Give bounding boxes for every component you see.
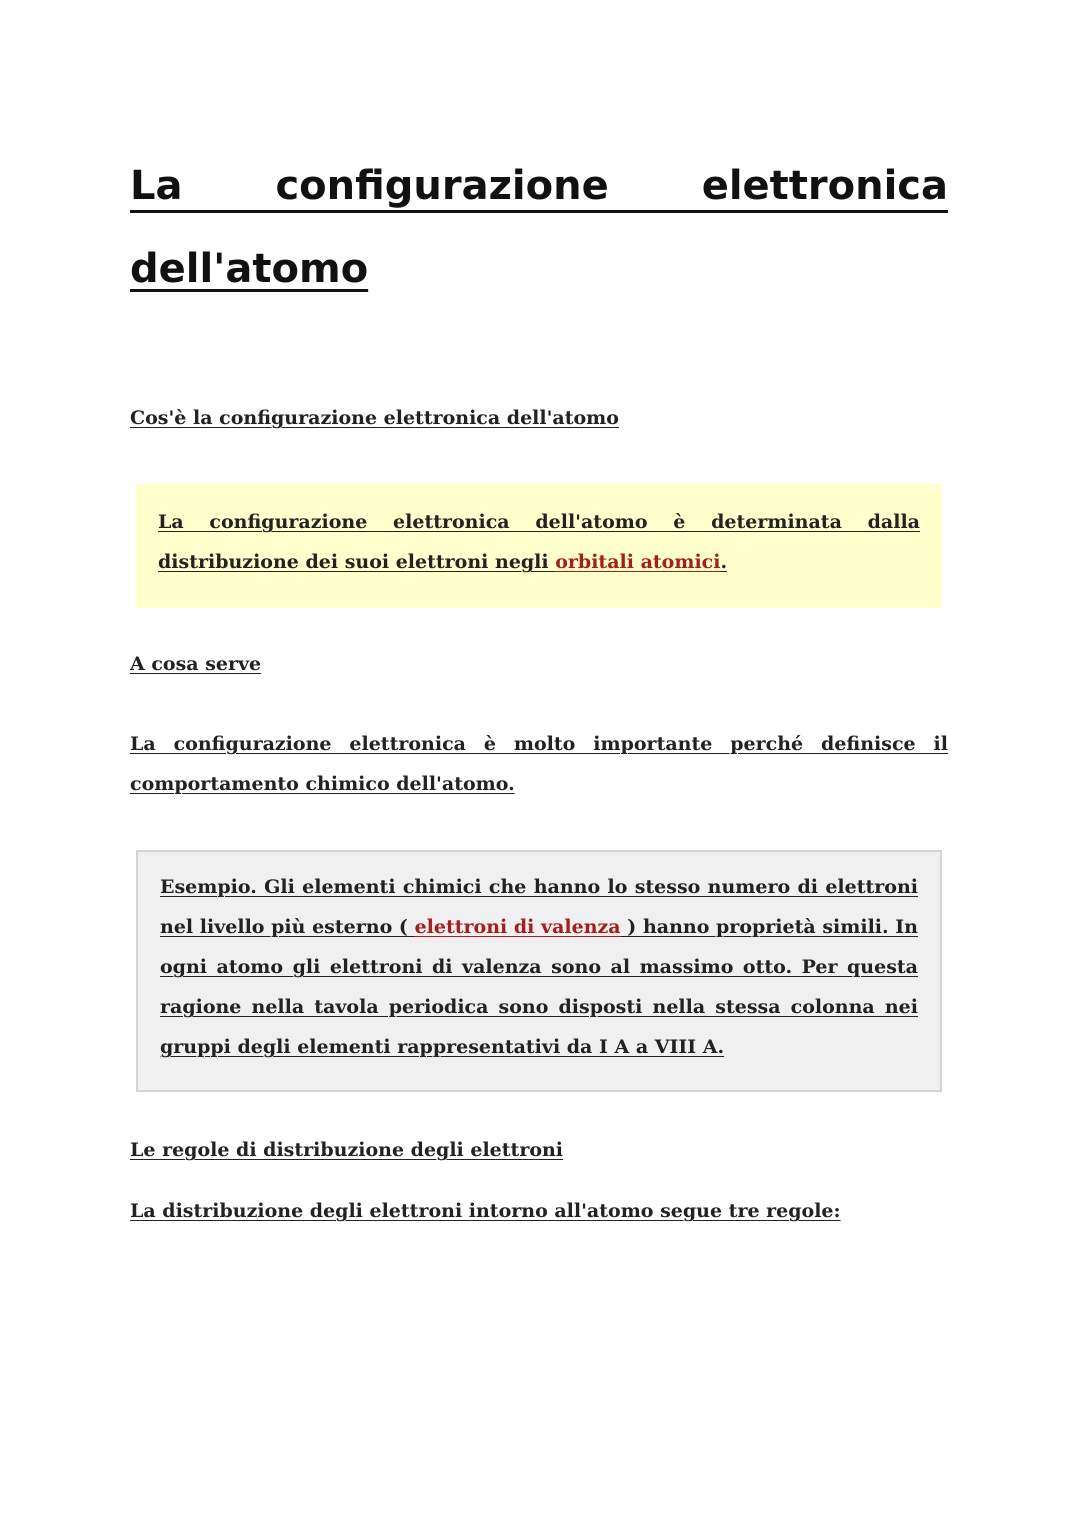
title-word-configurazione: configurazione xyxy=(275,163,609,209)
title-line-2: dell'atomo xyxy=(130,246,369,292)
section-heading-a-cosa-serve: A cosa serve xyxy=(130,653,262,675)
title-word-elettronica: elettronica xyxy=(701,163,948,209)
example-text: Esempio. Gli elementi chimici che hanno lo stesso numero di elettroni nel livello più esterno ( elettroni di valenza ) hanno proprietà simili. In ogni atomo gli elettroni di valenza sono al massimo otto. Per questa ragione nella tavola periodica sono disposti nella stessa colonna nei gruppi degli elementi rappresentativi da I A a VIII A. xyxy=(160,876,918,1058)
title-word-la: La xyxy=(130,163,183,209)
page-title xyxy=(130,145,948,311)
example-box xyxy=(136,850,942,1092)
rules-intro: La distribuzione degli elettroni intorno all'atomo segue tre regole: xyxy=(130,1200,841,1222)
title-line-1 xyxy=(130,145,948,228)
importance-paragraph: La configurazione elettronica è molto importante perché definisce il comportamento chimico dell'atomo. xyxy=(130,733,948,795)
link-elettroni-di-valenza[interactable]: elettroni di valenza xyxy=(414,916,621,938)
section-heading-cos-e: Cos'è la configurazione elettronica dell'atomo xyxy=(130,407,619,429)
definition-box xyxy=(136,484,942,608)
section-heading-regole: Le regole di distribuzione degli elettroni xyxy=(130,1139,564,1161)
link-orbitali-atomici[interactable]: orbitali atomici xyxy=(555,551,721,573)
definition-text: La configurazione elettronica dell'atomo è determinata dalla distribuzione dei suoi elettroni negli orbitali atomici. xyxy=(158,511,920,573)
